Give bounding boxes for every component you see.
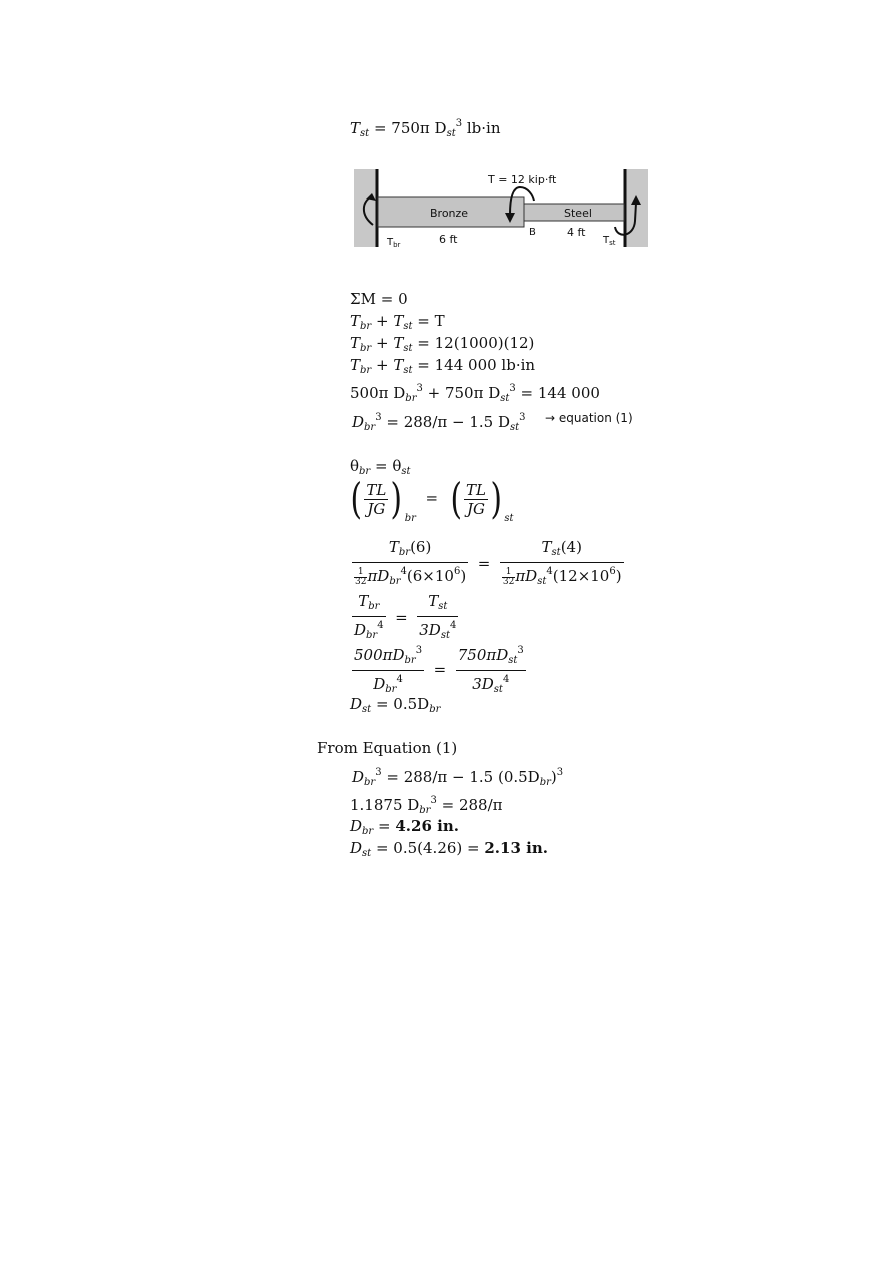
eq-substitute: $D_{br}^3 = 288/\pi - 1.5$ $(0.5D_{br})^3$ <box>352 767 564 788</box>
from-equation-heading: From Equation (1) <box>317 739 458 757</box>
eq-torque-sum: $T_{br} + T_{st} = T$ <box>350 312 445 332</box>
eq-tl-jg: ( $\frac{TL}{JG}$ ) $_{br}$ = ( $\frac{TL}{JG}$ ) $_{st}$ <box>350 474 514 524</box>
point-b: B <box>529 227 536 238</box>
eq-dbr-result: $D_{br} = 4.26$ in. <box>350 817 459 837</box>
eq-diameter-sum: 500π $D_{br}^3 + 750\pi$ $D_{st}^3 = 144$ 000 <box>350 383 600 404</box>
eq-torque-value: $T_{br} + T_{st} = 12(1000)(12)$ <box>350 334 535 354</box>
eq-dst-ratio: $D_{st} = 0.5D_{br}$ <box>350 695 441 715</box>
torque-label: T = 12 kip·ft <box>488 173 557 186</box>
eq-dst-result: $D_{st} = 0.5(4.26) = 2.13$ in. <box>350 839 548 859</box>
tbr-label: $T_{br}$ <box>387 237 401 249</box>
left-wall <box>354 169 378 247</box>
steel-length: 4 ft <box>567 226 586 239</box>
eq-theta: $\theta_{br} = \theta_{st}$ <box>350 457 411 477</box>
eq-equation-1: $D_{br}^3 = 288/\pi - 1.5$ $D_{st}^3$ <box>352 412 526 433</box>
eq-torque-lbin: $T_{br} + T_{st} = 144$ 000 lb·in <box>350 356 536 376</box>
eq-sum-moments: ΣM = 0 <box>350 290 408 308</box>
eq-twist-simplified: $\frac{T_{br}}{D_{br}^4}$ = $\frac{T_{st}}{3D_{st}^4}$ <box>354 592 457 641</box>
steel-label: Steel <box>564 207 592 220</box>
equation-1-note: → equation (1) <box>545 411 633 425</box>
eq-dbr-cubed: 1.1875 $D_{br}^3 = 288/\pi$ <box>350 795 503 816</box>
eq-twist-full: $T_{br}(6)$ $\frac{1}{32}$ $\pi D_{br}^4(6\times 10^6)$ = $T_{st}(4)$ $\frac{1}{32}$ $\pi D_{st}^4(12\times 10^6)$ <box>352 538 624 591</box>
bronze-length: 6 ft <box>439 233 458 246</box>
shaft-diagram <box>352 165 652 251</box>
bronze-label: Bronze <box>430 207 469 220</box>
eq-twist-substituted: $\frac{500\pi D_{br}^3}{D_{br}^4}$ = $\frac{750\pi D_{st}^3}{3D_{st}^4}$ <box>352 642 526 699</box>
equation-tst: $T_{st} = 750\pi$ $D_{st}^3$ lb·in <box>350 118 501 139</box>
tst-label: $T_{st}$ <box>603 235 616 247</box>
